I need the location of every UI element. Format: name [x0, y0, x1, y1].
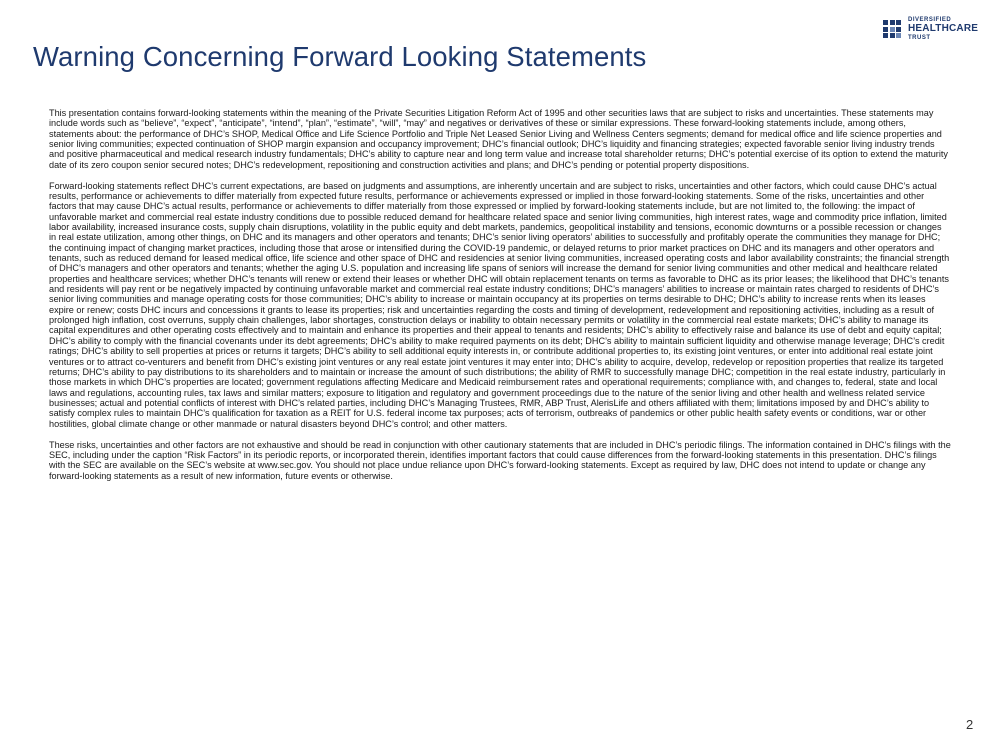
page-number: 2	[966, 717, 974, 732]
logo-line-1: DIVERSIFIED	[908, 17, 952, 23]
disclaimer-body	[49, 108, 951, 491]
logo-line-2: HEALTHCARE	[908, 23, 979, 34]
page-title: Warning Concerning Forward Looking Statements	[33, 41, 647, 72]
company-logo	[883, 17, 978, 41]
logo-line-3: TRUST	[908, 35, 931, 41]
paragraph-risks: Forward-looking statements reflect DHC’s current expectations, are based on judgments and assumptions, are inherently uncertain and are subject to risks, uncertainties and other factors, which could cause DHC’s actual results, performance or achievements to differ materially from expected future results, performance or achievements expressed or implied in those forward-looking statements. Some of the risks, uncertainties and other factors that may cause DHC’s actual results, performance or achievements to differ materially from those expressed or implied by forward-looking statements include, but are not limited to, the following: the impact of unfavorable market and commercial real estate industry conditions due to possible reduced demand for healthcare related space and senior living communities, high interest rates, wage and commodity price inflation, limited labor availability, increased insurance costs, supply chain disruptions, volatility in the public equity and debt markets, pandemics, geopolitical instability and tensions, economic downturns or a possible recession or changes in real estate utilization, among other things, on DHC and its managers and other operators and tenants; DHC’s senior living operators’ abilities to successfully and profitably operate the communities they manage for DHC; the continuing impact of changing market practices, including those that arose or intensified during the COVID-19 pandemic, or delayed returns to prior market practices on DHC and its managers and other operators and tenants, such as reduced demand for leased medical office, life science and other space of DHC and residencies at senior living communities, increased operating costs and labor availability constraints; the financial strength of DHC’s managers and other operators and tenants; whether the aging U.S. population and increasing life spans of seniors will increase the demand for senior living communities and other medical and healthcare related properties and healthcare services; whether DHC’s tenants will renew or extend their leases or whether DHC will obtain replacement tenants on terms as favorable to DHC as its prior leases; the likelihood that DHC’s tenants and residents will pay rent or be negatively impacted by continuing unfavorable market and commercial real estate industry conditions; DHC’s managers’ abilities to increase or maintain rates charged to residents of DHC’s senior living communities and manage operating costs for those communities; DHC’s ability to increase or maintain occupancy at its properties on terms desirable to DHC; DHC’s ability to increase rents when its leases expire or renew; costs DHC incurs and concessions it grants to lease its properties; risk and uncertainties regarding the costs and timing of development, redevelopment and repositioning activities, including as a result of prolonged high inflation, cost overruns, supply chain challenges, labor shortages, construction delays or inability to obtain necessary permits or volatility in the commercial real estate markets; DHC’s ability to manage its capital expenditures and other operating costs effectively and to maintain and enhance its properties and their appeal to tenants and residents; DHC’s ability to effectively raise and balance its use of debt and equity capital; DHC’s ability to comply with the financial covenants under its debt agreements; DHC’s ability to make required payments on its debt; DHC’s ability to maintain sufficient liquidity and otherwise manage leverage; DHC’s credit ratings; DHC’s ability to sell properties at prices or returns it targets; DHC’s ability to sell additional equity interests in, or contribute additional properties to, its existing joint ventures, or enter into additional real estate joint ventures or to attract co-venturers and benefit from DHC’s existing joint ventures or any real estate joint ventures it may enter into; DHC’s ability to acquire, develop, redevelop or reposition properties that realize its targeted returns; DHC’s ability to pay distributions to its shareholders and to maintain or increase the amount of such distributions; the ability of RMR to successfully manage DHC; competition in the real estate industry, particularly in those markets in which DHC’s properties are located; government regulations affecting Medicare and Medicaid reimbursement rates and operational requirements; compliance with, and changes to, federal, state and local laws and regulations, accounting rules, tax laws and similar matters; exposure to litigation and regulatory and government proceedings due to the nature of the senior living and other health and wellness related service businesses; actual and potential conflicts of interest with DHC’s related parties, including DHC’s Managing Trustees, RMR, ABP Trust, AlerisLife and others affiliated with them; limitations imposed by and DHC’s ability to satisfy complex rules to maintain DHC’s qualification for taxation as a REIT for U.S. federal income tax purposes; acts of terrorism, outbreaks of pandemics or other public health safety events or conditions, war or other hostilities, global climate change or other manmade or natural disasters beyond DHC’s control; and other matters.	[49, 180, 950, 429]
grid-squares-icon	[883, 20, 901, 38]
paragraph-closing: These risks, uncertainties and other factors are not exhaustive and should be read in conjunction with other cautionary statements that are included in DHC’s periodic filings. The information contained in DHC’s filings with the SEC, including under the caption “Risk Factors” in its periodic reports, or incorporated therein, identifies important factors that could cause differences from the forward-looking statements in this presentation. DHC’s filings with the SEC are available on the SEC’s website at www.sec.gov. You should not place undue reliance upon DHC’s forward-looking statements. Except as required by law, DHC does not intend to update or change any forward-looking statements as a result of new information, future events or otherwise.	[49, 439, 951, 481]
logo-wordmark	[908, 17, 978, 41]
paragraph-intro: This presentation contains forward-looking statements within the meaning of the Private Securities Litigation Reform Act of 1995 and other securities laws that are subject to risks and uncertainties. These statements may include words such as “believe”, “expect”, “anticipate”, “intend”, “plan”, “estimate”, “will”, “may” and negatives or derivatives of these or similar expressions. These forward-looking statements include, among others, statements about: the performance of DHC’s SHOP, Medical Office and Life Science Portfolio and Triple Net Leased Senior Living and Wellness Centers segments; demand for medical office and life science properties and senior living communities; expected continuation of SHOP margin expansion and occupancy improvement; DHC’s financial outlook; DHC’s liquidity and financing strategies; expected favorable senior living industry trends and positive pharmaceutical and medical research industry fundamentals; DHC’s ability to capture near and long term value and increase total shareholder returns; DHC’s potential exercise of its option to extend the maturity date of its zero coupon senior secured notes; DHC’s redevelopment, repositioning and construction activities and plans; and DHC’s pending or potential property dispositions.	[49, 108, 948, 170]
